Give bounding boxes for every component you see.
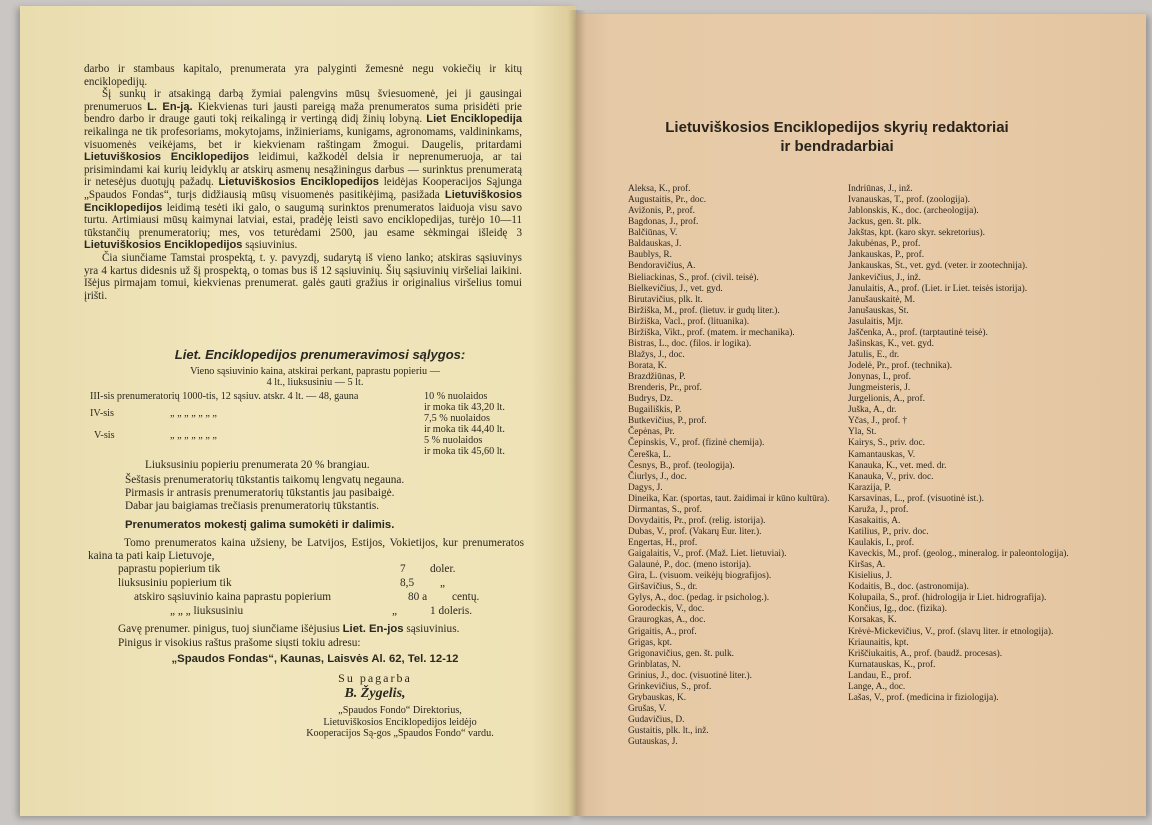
title-line-1: Lietuviškosios Enciklopedijos skyrių redaktoriai [665, 119, 1009, 136]
contributor-entry: Čepėnas, Pr. [628, 427, 675, 438]
tier-5-pay: ir moka tik 45,60 lt. [424, 446, 505, 457]
signature-respect: Su pagarba [338, 671, 412, 685]
rule-1: Šeštasis prenumeratorių tūkstantis taikomų lengvatų negauna. [125, 474, 405, 486]
p2-c: Kiekvienas turi jausti pareigą maža prenumeratos suma prisidėti prie bendro darbo ir drauge gauti tokį reikalingą ir vertingą didį žinių lobyną. [84, 100, 522, 126]
contributor-entry: Jurgelionis, A., prof. [848, 394, 925, 405]
signature-title [280, 705, 520, 740]
contributor-entry: Jankauskas, P., prof. [848, 250, 925, 261]
contributor-entry: Graurogkas, A., doc. [628, 615, 706, 626]
installments-note: Prenumeratos mokestį galima sumokėti ir dalimis. [125, 519, 395, 531]
contributor-entry: Baublys, R. [628, 250, 673, 261]
tier-3-discount: 10 % nuolaidos [424, 391, 488, 402]
p2-e: reikalinga ne tik profesoriams, mokytojams, inžinieriams, kunigams, agronomams, valdininkams, visuomenės veikėjams, bet ir kiekvienam raštingam žmogui. Daugelis, pritardami [84, 125, 522, 151]
abroad-intro: Tomo prenumeratos kaina užsieny, be Latvijos, Estijos, Vokietijos, kur prenumeratos kaina ta pati kaip Lietuvoje, [88, 537, 524, 562]
money-line: Pinigus ir visokius raštus prašome siųsti tokiu adresu: [118, 637, 361, 649]
signature-title-2: Lietuviškosios Enciklopedijos leidėjo [323, 716, 477, 728]
contributor-entry: Karazija, P. [848, 482, 891, 493]
contributor-entry: Brenderis, Pr., prof. [628, 383, 702, 394]
abroad-price-1-value: 7 [400, 563, 406, 575]
contributor-entry: Birutavičius, plk. lt. [628, 294, 703, 305]
contributor-entry: Katilius, P., priv. doc. [848, 526, 929, 537]
contributor-entry: Čiurlys, J., doc. [628, 471, 687, 482]
contributor-entry: Jankauskas, St., vet. gyd. (veter. ir zootechnija). [848, 261, 1028, 272]
abroad-price-3-unit: centų. [452, 591, 480, 603]
p2-k: leidimą tesėti iki galo, o saugumą surinktos prenumeratos laiduoja visu savo turtu. Artimiausi mūsų kaimynai latviai, estai, pradėję leisti savo enciklopedijas, turėjo 10—11 tūkstančių prenumeratorių; mes, vos teturėdami 2500, jau esame sėkmingai išleidę 3 [84, 201, 523, 239]
contributor-entry: Gylys, A., doc. (pedag. ir psicholog.). [628, 593, 770, 604]
tier-4-ditto: „ „ „ „ „ „ „ [170, 408, 217, 419]
luxury-note: Liuksusiniu popieriu prenumerata 20 % brangiau. [145, 459, 370, 471]
contributor-entry: Jaščenka, A., prof. (tarptautinė teisė). [848, 327, 988, 338]
contributor-entry: Čepinskis, V., prof. (fizinė chemija). [628, 438, 765, 449]
p2-l: Lietuviškosios Enciklopedijos [84, 239, 243, 252]
contributors-column-2 [848, 184, 1068, 704]
contributor-entry: Kamantauskas, V. [848, 449, 916, 460]
contributor-entry: Aleksa, K., prof. [628, 184, 691, 194]
contributor-entry: Bendoravičius, A. [628, 261, 696, 272]
contributor-entry: Kodaitis, B., doc. (astronomija). [848, 582, 969, 593]
p2-h: Lietuviškosios Enciklopedijos [218, 176, 379, 189]
contributor-entry: Baldauskas, J. [628, 239, 682, 250]
contributor-entry: Ivanauskas, T., prof. (zoologija). [848, 195, 971, 206]
contributor-entry: Janušauskaitė, M. [848, 294, 915, 305]
signature-name: B. Žygelis, [344, 686, 406, 701]
contributor-entry: Kurnatauskas, K., prof. [848, 659, 936, 670]
abroad-price-2-label: liuksusiniu popierium tik [118, 577, 232, 589]
contributor-entry: Bistras, L., doc. (filos. ir logika). [628, 338, 752, 349]
contributor-entry: Brazdžiūnas, P. [628, 372, 686, 383]
contributor-entry: Kairys, S., priv. doc. [848, 438, 925, 449]
abroad-price-2-unit: „ [440, 577, 446, 589]
contributor-entry: Juška, A., dr. [848, 405, 897, 416]
contributor-entry: Gira, L. (visuom. veikėjų biografijos). [628, 571, 772, 582]
paragraph-2 [84, 88, 522, 252]
contributor-entry: Butkevičius, P., prof. [628, 416, 707, 427]
contributor-entry: Blažys, J., doc. [628, 349, 685, 360]
contributor-entry: Lašas, V., prof. (medicina ir fiziologija). [848, 692, 999, 703]
contributor-entry: Biržiška, Vikt., prof. (matem. ir mechanika). [628, 327, 795, 338]
contributor-entry: Jašinskas, K., vet. gyd. [848, 338, 934, 349]
contributor-entry: Jasulaitis, Mjr. [848, 316, 903, 327]
conditions-title: Liet. Enciklopedijos prenumeravimosi sąlygos: [174, 347, 466, 362]
contributor-entry: Lange, A., doc. [848, 681, 906, 692]
contributor-entry: Grigas, kpt. [628, 637, 673, 648]
abroad-price-4-value: „ [392, 605, 398, 617]
contributor-entry: Karuža, J., prof. [848, 504, 909, 515]
title-line-2: ir bendradarbiai [780, 138, 894, 155]
contributor-entry: Grigonavičius, gen. št. pulk. [628, 648, 734, 659]
contributor-entry: Dovydaitis, Pr., prof. (relig. istorija). [628, 515, 766, 526]
contributor-entry: Avižonis, P., prof. [628, 206, 696, 217]
contributor-entry: Korsakas, K. [848, 615, 897, 626]
abroad-price-4-unit: 1 doleris. [430, 605, 473, 617]
contributor-entry: Bagdonas, J., prof. [628, 217, 699, 228]
contributor-entry: Jakštas, kpt. (karo skyr. sekretorius). [848, 228, 985, 239]
p2-d: Liet Enciklopedija [426, 113, 523, 126]
contributor-entry: Jakubėnas, P., prof. [848, 239, 921, 250]
contributor-entry: Giršavičius, S., dr. [628, 582, 698, 593]
contributor-entry: Grinblatas, N. [628, 659, 681, 670]
receipt-a: Gavę prenumer. pinigus, tuoj siunčiame išėjusius [118, 623, 340, 635]
contributor-entry: Bugailiškis, P. [628, 405, 682, 416]
p2-g: leidimui, kažkodėl delsia ir neprenumeruoja, ar tai prisimindami kai kurių leidyklų ar atskirų asmenų nesąžiningus darbus — surinktus prenumeratą ir netesėjus duotųjų pažadų. [84, 151, 522, 189]
contributor-entry: Grybauskas, K. [628, 692, 687, 703]
contributor-entry: Jablonskis, K., doc. (archeologija). [848, 206, 979, 217]
tier-4-label: IV-sis [90, 408, 114, 419]
rules-list [125, 474, 525, 513]
contributor-entry: Engertas, H., prof. [628, 538, 698, 548]
contributor-entry: Kanauka, K., vet. med. dr. [848, 460, 947, 471]
tier-3-label: III-sis prenumeratorių 1000-tis, 12 sąsiuv. atskr. 4 lt. — 48, gauna [90, 391, 359, 402]
abroad-price-3-value: 80 a [408, 591, 428, 603]
contributor-entry: Dirmantas, S., prof. [628, 504, 702, 515]
tier-3-pay: ir moka tik 43,20 lt. [424, 402, 505, 413]
p2-a: Šį sunkų ir atsakingą darbą žymiai palengvins mūsų šviesuomenė, jei ji gausingai prenumeruos [84, 88, 522, 113]
contributor-entry: Dubas, V., prof. (Vakarų Eur. liter.). [628, 526, 762, 537]
p2-i: leidėjas Kooperacijos Sąjunga „Spaudos Fondas“, turįs didžiausią mūsų visuomenės pasitikėjimą, pasižada [84, 176, 522, 201]
contributor-entry: Landau, E., prof. [848, 670, 912, 681]
tier-5-ditto: „ „ „ „ „ „ „ [170, 430, 217, 441]
contributor-entry: Jodelė, Pr., prof. (technika). [848, 361, 953, 371]
contributor-entry: Gorodeckis, V., doc. [628, 604, 705, 615]
tier-4-discount: 7,5 % nuolaidos [424, 413, 490, 424]
contributor-entry: Janušauskas, St. [848, 305, 909, 316]
abroad-price-1-label: paprastu popierium tik [118, 563, 221, 575]
contributor-entry: Kiršas, A. [848, 560, 886, 571]
contributor-entry: Kaveckis, M., prof. (geolog., mineralog. ir paleontologija). [848, 549, 1069, 560]
price-line-1: Vieno sąsiuvinio kaina, atskirai perkant, paprastu popieriu — [190, 366, 440, 377]
p2-j: Lietuviškosios Enciklopedijos [84, 188, 522, 214]
contributor-entry: Bieliackinas, S., prof. (civil. teisė). [628, 272, 759, 283]
contributor-entry: Kolupaila, S., prof. (hidrologija ir Liet. hidrografija). [848, 593, 1047, 604]
contributor-entry: Česnys, B., prof. (teologija). [628, 460, 735, 471]
contributor-entry: Yla, St. [848, 427, 877, 438]
contributor-entry: Augustaitis, Pr., doc. [628, 195, 707, 206]
contributor-entry: Kaulakis, I., prof. [848, 538, 915, 548]
rule-2: Pirmasis ir antrasis prenumeratorių tūkstantis jau pasibaigė. [125, 487, 395, 499]
contributor-entry: Grušas, V. [628, 703, 667, 714]
contributor-entry: Jonynas, I., prof. [848, 372, 912, 383]
paragraph-1: darbo ir stambaus kapitalo, prenumerata yra palyginti žemesnė negu vokiečių ir kitų enciklopedijų. [84, 63, 522, 88]
contributor-entry: Galaunė, P., doc. (meno istorija). [628, 560, 752, 571]
contributor-entry: Bielkevičius, J., vet. gyd. [628, 283, 723, 294]
contributor-entry: Čereška, L. [628, 449, 671, 460]
receipt-b: Liet. En-jos [342, 623, 404, 635]
contributor-entry: Janulaitis, A., prof. (Liet. ir Liet. teisės istorija). [848, 283, 1028, 294]
contributor-entry: Kasakaitis, A. [848, 515, 901, 526]
abroad-price-1-unit: doler. [430, 563, 456, 575]
tier-5-discount: 5 % nuolaidos [424, 435, 483, 446]
tier-4-pay: ir moka tik 44,40 lt. [424, 424, 505, 435]
receipt-note [118, 623, 528, 635]
contributors-column-1 [628, 184, 843, 748]
contributor-entry: Indriūnas, J., inž. [848, 184, 913, 194]
contributor-entry: Biržiška, M., prof. (lietuv. ir gudų liter.). [628, 305, 780, 316]
price-line-2: 4 lt., liuksusiniu — 5 lt. [266, 377, 364, 388]
book-gutter [568, 10, 586, 816]
contributor-entry: Borata, K. [628, 361, 667, 371]
contributor-entry: Kanauka, V., priv. doc. [848, 471, 934, 482]
contributor-entry: Yčas, J., prof. † [848, 416, 908, 427]
tier-5-label: V-sis [94, 430, 115, 441]
rule-3: Dabar jau baigiamas trečiasis prenumeratorių tūkstantis. [125, 500, 380, 512]
contributor-entry: Končius, Ig., doc. (fizika). [848, 604, 947, 615]
contributor-entry: Biržiška, Vacl., prof. (lituanika). [628, 316, 750, 327]
contributor-entry: Gutauskas, J. [628, 737, 678, 748]
contributor-entry: Jungmeisteris, J. [848, 383, 911, 394]
abroad-price-4-label: „ „ „ liuksusiniu [170, 605, 244, 617]
signature-title-3: Kooperacijos Są-gos „Spaudos Fondo“ vardu. [306, 728, 494, 739]
contributor-entry: Dineika, Kar. (sportas, taut. žaidimai ir kūno kultūra). [628, 493, 830, 504]
contributor-entry: Dagys, J. [628, 482, 663, 493]
address: „Spaudos Fondas“, Kaunas, Laisvės Al. 62, Tel. 12-12 [171, 653, 459, 665]
contributor-entry: Karsavinas, L., prof. (visuotinė ist.). [848, 493, 984, 504]
contributor-entry: Grinius, J., doc. (visuotinė liter.). [628, 670, 752, 681]
contributor-entry: Budrys, Dz. [628, 394, 674, 405]
receipt-c: sąsiuvinius. [406, 623, 460, 635]
contributor-entry: Balčiūnas, V. [628, 228, 678, 239]
contributor-entry: Jackus, gen. št. plk. [848, 217, 922, 228]
contributor-entry: Grinkevičius, S., prof. [628, 681, 712, 692]
contributor-entry: Kisielius, J. [848, 571, 893, 582]
right-page-title [612, 118, 1062, 156]
p2-m: sąsiuvinius. [245, 239, 298, 252]
p2-f: Lietuviškosios Enciklopedijos [84, 151, 250, 164]
paragraph-3: Čia siunčiame Tamstai prospektą, t. y. pavyzdį, sudarytą iš vieno lanko; atskiras sąsiuvinys yra 4 kartus didesnis už šį prospektą, o tomas bus iš 12 sąsiuvinių. Šių sąsiuvinių viršeliai laikini. Išėjus pirmajam tomui, kiekvienas prenumerat. galės gauti gražius ir originalius viršelius tomui įrišti. [84, 251, 522, 302]
contributor-entry: Grigaitis, A., prof. [628, 626, 697, 637]
contributor-entry: Gustaitis, plk. lt., inž. [628, 726, 709, 737]
contributor-entry: Kriščiukaitis, A., prof. (baudž. procesas). [848, 648, 1003, 659]
signature-title-1: „Spaudos Fondo“ Direktorius, [338, 705, 462, 716]
contributor-entry: Krėvė-Mickevičius, V., prof. (slavų liter. ir etnologija). [848, 626, 1054, 637]
p2-b: L. En-ją. [147, 100, 193, 113]
contributor-entry: Jankevičius, J., inž. [848, 272, 921, 283]
contributor-entry: Gaigalaitis, V., prof. (Maž. Liet. lietuviai). [628, 549, 787, 560]
left-body-text [84, 63, 522, 302]
abroad-price-2-value: 8,5 [400, 577, 415, 589]
contributor-entry: Gudavičius, D. [628, 715, 685, 725]
contributor-entry: Jatulis, E., dr. [848, 349, 900, 360]
contributor-entry: Kriaunaitis, kpt. [848, 637, 909, 648]
abroad-price-3-label: atskiro sąsiuvinio kaina paprastu popierium [134, 591, 332, 603]
